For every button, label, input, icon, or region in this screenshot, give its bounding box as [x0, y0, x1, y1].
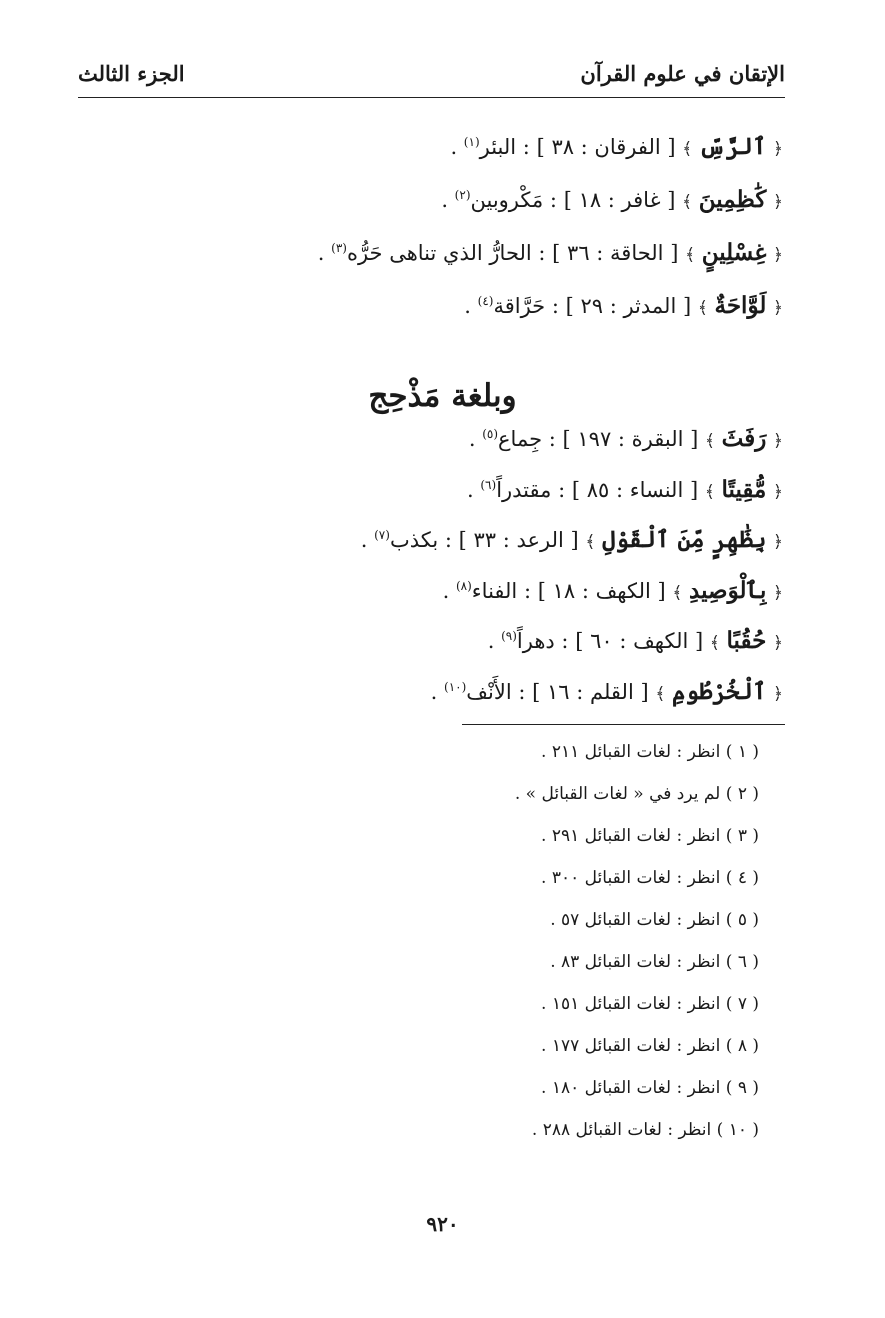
entry-row: ﴿ كَٰظِمِينَ ﴾ [ غافر : ١٨ ] : مَكْروبين$^{(٢)}$ . [441, 186, 783, 213]
footnote-marker: (٨) [455, 578, 472, 593]
quran-word: رَفَثَ [721, 425, 767, 452]
word-meaning: : جِماع [498, 427, 556, 451]
entry-row: ﴿ مُّقِيتًا ﴾ [ النساء : ٨٥ ] : مقتدراً$^{(٦)}$ . [467, 475, 783, 503]
footnote-marker: (٥) [482, 427, 499, 441]
footnote-item: ( ١ ) انظر : لغات القبائل ٢١١ . [541, 742, 759, 762]
ornate-bracket-close: ﴾ [672, 582, 683, 603]
entries-list-top [60, 120, 783, 332]
ornate-bracket-open: ﴿ [773, 139, 783, 159]
word-meaning: : الأَنْف [466, 679, 526, 704]
footnote-item: ( ٨ ) انظر : لغات القبائل ١٧٧ . [541, 1036, 759, 1056]
footnotes-list [420, 731, 759, 1151]
footnote-item: ( ١٠ ) انظر : لغات القبائل ٢٨٨ . [531, 1120, 759, 1140]
footnote-item: ( ٤ ) انظر : لغات القبائل ٣٠٠ . [541, 868, 759, 888]
ornate-bracket-open: ﴿ [773, 298, 783, 318]
footnote-item: ( ٢ ) لم يرد في « لغات القبائل » . [514, 784, 759, 804]
footnote-marker: (٣) [331, 241, 347, 255]
ornate-bracket-open: ﴿ [773, 683, 783, 704]
word-meaning: : دهراً [516, 629, 569, 653]
surah-reference: [ الرعد : ٣٣ ] [458, 528, 579, 552]
surah-reference: [ الحاقة : ٣٦ ] [552, 241, 679, 265]
ornate-bracket-close: ﴾ [685, 245, 696, 265]
entry-row: ﴿ لَوَّاحَةٌ ﴾ [ المدثر : ٢٩ ] : حَرَّاقة$^{(٤)}$ . [464, 292, 783, 319]
quran-word: بِظَٰهِرٍ مِّنَ ٱلْقَوْلِ [602, 526, 767, 553]
quran-word: ٱلْخُرْطُومِ [672, 677, 767, 705]
quran-word: لَوَّاحَةٌ [714, 292, 767, 319]
ornate-bracket-close: ﴾ [697, 298, 708, 318]
surah-reference: [ النساء : ٨٥ ] [571, 477, 699, 502]
footnote-marker: (٦) [480, 477, 497, 492]
ornate-bracket-open: ﴿ [773, 481, 783, 502]
entry-row: ﴿ رَفَثَ ﴾ [ البقرة : ١٩٧ ] : جِماع$^{(٥)}$ . [468, 425, 783, 452]
ornate-bracket-close: ﴾ [655, 683, 666, 704]
surah-reference: [ الكهف : ١٨ ] [537, 578, 666, 603]
ornate-bracket-open: ﴿ [773, 582, 783, 603]
entry-row: ﴿ بِظَٰهِرٍ مِّنَ ٱلْقَوْلِ ﴾ [ الرعد : ٣٣ ] : بكذب$^{(٧)}$ . [360, 526, 783, 553]
word-meaning: : الحارُّ الذي تناهى حَرُّه [346, 241, 546, 265]
ornate-bracket-close: ﴾ [709, 633, 720, 653]
footnote-marker: (٧) [374, 528, 390, 542]
book-title: الإتقان في علوم القرآن [580, 60, 785, 86]
surah-reference: [ البقرة : ١٩٧ ] [562, 427, 699, 451]
ornate-bracket-close: ﴾ [585, 532, 596, 552]
surah-reference: [ القلم : ١٦ ] [532, 679, 649, 704]
quran-word: ٱلرَّسِّ [698, 133, 767, 160]
quran-word: غِسْلِينٍ [701, 239, 767, 266]
word-meaning: : حَرَّاقة [493, 294, 559, 318]
ornate-bracket-open: ﴿ [773, 192, 783, 212]
word-meaning: : بكذب [389, 528, 452, 552]
running-header [78, 52, 785, 94]
surah-reference: [ المدثر : ٢٩ ] [565, 294, 692, 318]
entry-row: ﴿ ٱلرَّسِّ ﴾ [ الفرقان : ٣٨ ] : البئر$^{(١)}$ . [450, 133, 783, 160]
ornate-bracket-open: ﴿ [773, 633, 783, 653]
ornate-bracket-close: ﴾ [705, 431, 715, 451]
footnote-rule [462, 724, 785, 725]
header-rule [78, 97, 785, 98]
quran-word: مُّقِيتًا [721, 475, 767, 503]
entry-row: ﴿ بِٱلْوَصِيدِ ﴾ [ الكهف : ١٨ ] : الفناء$^{(٨)}$ . [442, 576, 783, 604]
footnote-item: ( ٧ ) انظر : لغات القبائل ١٥١ . [541, 994, 759, 1014]
surah-reference: [ الفرقان : ٣٨ ] [536, 135, 676, 159]
footnote-marker: (٢) [454, 188, 471, 202]
ornate-bracket-open: ﴿ [773, 532, 783, 552]
ornate-bracket-open: ﴿ [773, 245, 783, 265]
ornate-bracket-close: ﴾ [682, 192, 693, 212]
quran-word: بِٱلْوَصِيدِ [689, 576, 767, 604]
word-meaning: : مَكْروبين [470, 188, 557, 212]
page-number: ٩٢٠ [426, 1212, 459, 1236]
entry-row: ﴿ غِسْلِينٍ ﴾ [ الحاقة : ٣٦ ] : الحارُّ الذي تناهى حَرُّه$^{(٣)}$ . [317, 239, 783, 266]
quran-word: حُقُبًا [726, 627, 767, 654]
entry-row: ﴿ ٱلْخُرْطُومِ ﴾ [ القلم : ١٦ ] : الأَنْف$^{(١٠)}$ . [430, 677, 783, 705]
surah-reference: [ الكهف : ٦٠ ] [575, 629, 704, 653]
footnote-item: ( ٣ ) انظر : لغات القبائل ٢٩١ . [541, 826, 759, 846]
section-title: وبلغة مَذْحِج [368, 378, 517, 414]
footnote-marker: (٤) [477, 294, 494, 308]
word-meaning: : الفناء [471, 578, 532, 603]
surah-reference: [ غافر : ١٨ ] [563, 188, 676, 212]
word-meaning: : مقتدراً [496, 477, 566, 502]
word-meaning: : البئر [479, 135, 530, 159]
footnote-marker: (١) [463, 135, 480, 149]
footnote-marker: (١٠) [444, 679, 467, 694]
entries-list-bottom [60, 414, 783, 717]
ornate-bracket-close: ﴾ [704, 481, 715, 502]
ornate-bracket-open: ﴿ [773, 431, 783, 451]
ornate-bracket-close: ﴾ [682, 139, 693, 159]
entry-row: ﴿ حُقُبًا ﴾ [ الكهف : ٦٠ ] : دهراً$^{(٩)}$ . [487, 627, 783, 654]
footnote-item: ( ٥ ) انظر : لغات القبائل ٥٧ . [550, 910, 759, 930]
footnote-item: ( ٦ ) انظر : لغات القبائل ٨٣ . [550, 952, 759, 972]
volume-label: الجزء الثالث [78, 60, 185, 86]
quran-word: كَٰظِمِينَ [698, 186, 767, 213]
footnote-item: ( ٩ ) انظر : لغات القبائل ١٨٠ . [541, 1078, 759, 1098]
footnote-marker: (٩) [501, 629, 517, 643]
